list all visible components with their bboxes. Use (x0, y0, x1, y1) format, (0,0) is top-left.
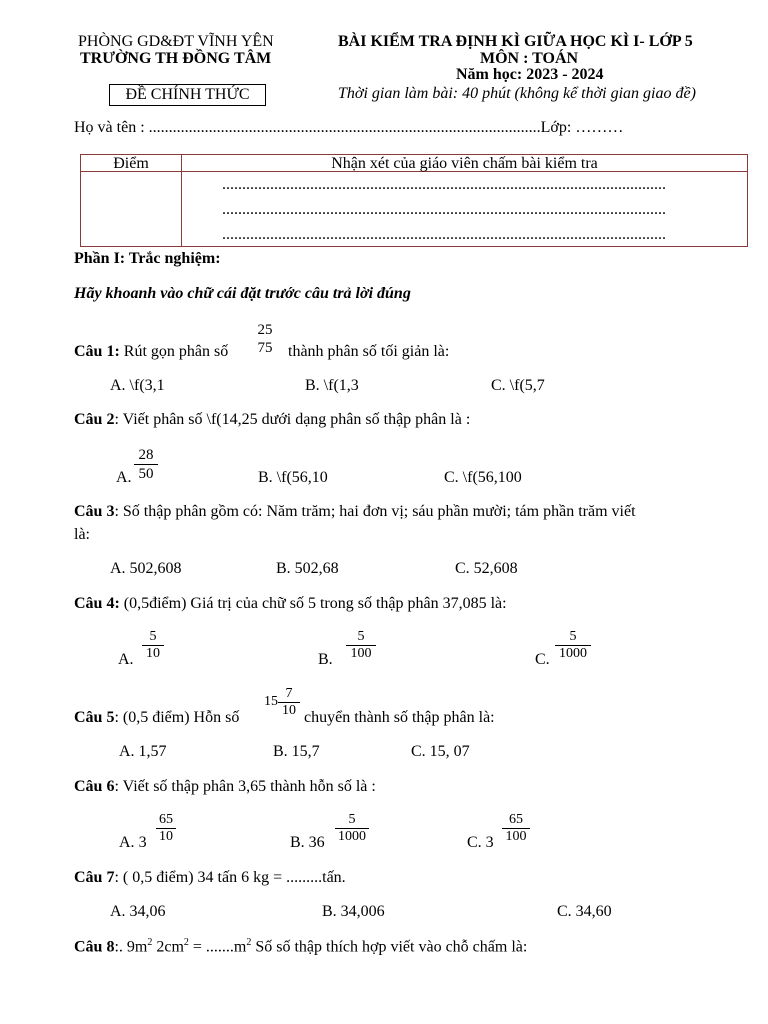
q8-t2: 2cm (152, 938, 184, 956)
school-year: Năm học: 2023 - 2024 (456, 66, 604, 83)
exam-title: BÀI KIỂM TRA ĐỊNH KÌ GIỮA HỌC KÌ I- LỚP 5 (338, 33, 693, 50)
q6-label: Câu 6 (74, 778, 115, 795)
q4-a-letter[interactable]: A. (118, 651, 134, 668)
q5-label: Câu 5 (74, 709, 115, 726)
q7-stem (74, 869, 346, 887)
q1-option-b[interactable]: B. \f(1,3 (305, 377, 359, 394)
part1-title: Phần I: Trắc nghiệm: (74, 250, 221, 267)
exam-time: Thời gian làm bài: 40 phút (không kể thời gian giao đề) (338, 85, 696, 102)
q5-option-b[interactable]: B. 15,7 (273, 743, 320, 760)
q2-option-b[interactable]: B. \f(56,10 (258, 469, 328, 486)
comment-dots: ............................................................................................................... (222, 176, 666, 193)
q8-sup1: 2 (147, 937, 153, 948)
q2-option-a[interactable] (116, 469, 132, 487)
q1-stem (74, 343, 228, 361)
q2-a-den: 50 (134, 464, 158, 483)
q6-c-whole: 3 (485, 834, 494, 851)
comment-dots: ............................................................................................................... (222, 201, 666, 218)
grade-table (80, 154, 748, 247)
q7-option-b[interactable]: B. 34,006 (322, 903, 385, 920)
grade-cell (81, 172, 182, 247)
q4-b-letter[interactable]: B. (318, 651, 333, 668)
q7-label: Câu 7 (74, 869, 115, 886)
q1-label: Câu 1: (74, 343, 120, 360)
q3-text2: là: (74, 526, 90, 543)
q6-b-letter: B. (290, 834, 305, 851)
q3-option-c[interactable]: C. 52,608 (455, 560, 518, 577)
q6-a-letter: A. (119, 834, 135, 851)
comment-dots: ............................................................................................................... (222, 226, 666, 243)
q3-stem (74, 503, 636, 521)
official-box (109, 84, 266, 106)
grade-col-header: Điểm (81, 155, 182, 172)
q4-c-den: 1000 (555, 645, 591, 662)
q6-option-a[interactable] (119, 834, 147, 852)
q5-den: 10 (278, 702, 300, 719)
q6-text: : Viết số thập phân 3,65 thành hỗn số là : (114, 778, 376, 795)
dept-name: PHÒNG GD&ĐT VĨNH YÊN (78, 33, 274, 50)
q4-c-num: 5 (569, 629, 577, 644)
q4-b-num: 5 (357, 629, 365, 644)
q2-a-fraction (134, 446, 158, 483)
q6-b-den: 1000 (335, 828, 369, 845)
student-info-line: Họ và tên : ..................................................................................................Lớp: ……… (74, 119, 624, 136)
q4-a-num: 5 (149, 629, 157, 644)
q1-option-c[interactable]: C. \f(5,7 (491, 377, 545, 394)
q8-t3: = .......m (188, 938, 247, 956)
q3-text: : Số thập phân gồm có: Năm trăm; hai đơn vị; sáu phần mười; tám phần trăm viết (114, 503, 636, 520)
q8-sup2: 2 (183, 937, 189, 948)
q8-sup3: 2 (246, 937, 252, 948)
q6-c-letter: C. (467, 834, 482, 851)
q6-b-fraction (335, 812, 369, 845)
q8-stem (74, 937, 527, 956)
q5-option-a[interactable]: A. 1,57 (119, 743, 167, 760)
q3-option-b[interactable]: B. 502,68 (276, 560, 339, 577)
q6-a-num: 65 (159, 812, 173, 827)
q5-text-before: : (0,5 điểm) Hỗn số (114, 709, 240, 726)
q2-label: Câu 2 (74, 411, 115, 428)
q6-c-fraction (502, 812, 530, 845)
q1-option-a[interactable]: A. \f(3,1 (110, 377, 165, 394)
q3-option-a[interactable]: A. 502,608 (110, 560, 182, 577)
q1-fraction (254, 321, 276, 357)
part1-instruction: Hãy khoanh vào chữ cái đặt trước câu trả lời đúng (74, 285, 411, 302)
q1-text-after: thành phân số tối giản là: (288, 343, 450, 360)
q6-option-b[interactable] (290, 834, 325, 852)
q2-stem (74, 411, 470, 429)
q7-option-a[interactable]: A. 34,06 (110, 903, 166, 920)
q2-a-letter: A. (116, 469, 132, 486)
q6-a-whole: 3 (138, 834, 147, 851)
q4-b-den: 100 (346, 645, 376, 662)
q3-label: Câu 3 (74, 503, 115, 520)
q4-b-fraction (346, 629, 376, 662)
q8-t1: :. 9m (114, 938, 148, 956)
q8-label: Câu 8 (74, 938, 115, 956)
q4-stem (74, 595, 507, 613)
q6-b-num: 5 (348, 812, 356, 827)
q2-option-c[interactable]: C. \f(56,100 (444, 469, 522, 486)
q8-t4: Số số thập thích hợp viết vào chỗ chấm là: (251, 938, 528, 956)
q7-text: : ( 0,5 điểm) 34 tấn 6 kg = .........tấn. (114, 869, 346, 886)
q4-c-fraction (555, 629, 591, 662)
q1-frac-den: 75 (257, 340, 273, 356)
q5-stem (74, 709, 239, 727)
subject: MÔN : TOÁN (480, 50, 579, 67)
q5-option-c[interactable]: C. 15, 07 (411, 743, 470, 760)
q2-a-num: 28 (138, 447, 154, 463)
official-label: ĐỀ CHÍNH THỨC (125, 86, 250, 103)
q4-label: Câu 4: (74, 595, 120, 612)
q4-text: (0,5điểm) Giá trị của chữ số 5 trong số thập phân 37,085 là: (119, 595, 507, 612)
q4-a-fraction (142, 629, 164, 662)
q6-stem (74, 778, 376, 796)
q4-a-den: 10 (142, 645, 164, 662)
q7-option-c[interactable]: C. 34,60 (557, 903, 612, 920)
q6-a-den: 10 (156, 828, 176, 845)
q1-text-before: Rút gọn phân số (123, 343, 229, 360)
q6-c-num: 65 (509, 812, 523, 827)
q6-option-c[interactable] (467, 834, 494, 852)
q1-frac-num: 25 (257, 322, 273, 338)
q4-c-letter[interactable]: C. (535, 651, 550, 668)
q6-b-whole: 36 (308, 834, 325, 851)
q6-a-fraction (156, 812, 176, 845)
school-name: TRƯỜNG TH ĐỒNG TÂM (80, 50, 272, 67)
q5-whole: 15 (264, 694, 278, 709)
q5-num: 7 (285, 686, 293, 701)
q2-text: : Viết phân số \f(14,25 dưới dạng phân số thập phân là : (114, 411, 471, 428)
q5-text-after: chuyển thành số thập phân là: (304, 709, 495, 726)
q5-fraction (278, 686, 300, 719)
comment-col-header: Nhận xét của giáo viên chấm bài kiểm tra (182, 155, 748, 172)
q6-c-den: 100 (502, 828, 530, 845)
